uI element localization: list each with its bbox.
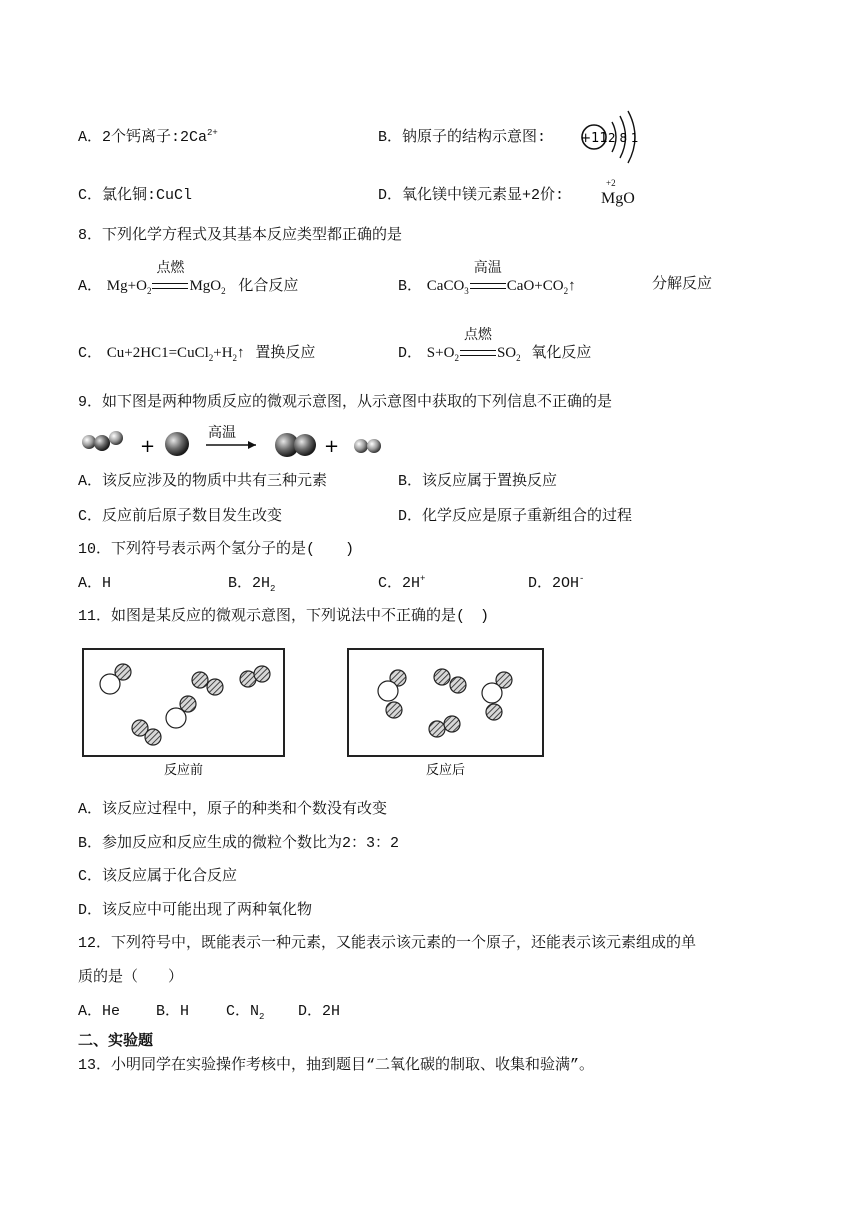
product-1-molecule — [275, 433, 316, 457]
q8-option-c: C． $Cu+2HC1=CuCl_2+H_2↑$ 置换反应 — [78, 345, 316, 363]
reactant-2-atom — [165, 432, 189, 456]
condition-ignite: 点燃 — [463, 327, 492, 343]
plus-sign: + — [140, 436, 156, 457]
q10-option-a: A．H — [78, 575, 112, 592]
q12-stem-line2: 质的是（ ） — [78, 969, 184, 986]
q7-option-c: C．氯化铜:CuCl — [78, 187, 193, 204]
q9-stem: 9．如下图是两种物质反应的微观示意图，从示意图中获取的下列信息不正确的是 — [78, 394, 613, 411]
after-label: 反应后 — [426, 763, 466, 778]
q12-option-a: A．He — [78, 1003, 121, 1020]
q8-option-b-type: 分解反应 — [652, 276, 713, 293]
product-2-molecule — [354, 439, 381, 453]
q11-option-b: B．参加反应和反应生成的微粒个数比为2：3：2 — [78, 835, 400, 852]
arrow-head — [248, 441, 256, 449]
q13-stem: 13．小明同学在实验操作考核中，抽到题目“二氧化碳的制取、收集和验满”。 — [78, 1057, 595, 1074]
q8-option-a: A． $Mg+O_2$ 点燃 MgO$_2$ 化合反应 — [78, 260, 299, 296]
nucleus-charge: +11 — [580, 131, 608, 146]
q8-option-d: D． $S+O_2$ 点燃 $SO_2$ 氧化反应 — [398, 327, 592, 363]
q10-option-d: D．2OH- — [528, 574, 585, 592]
sodium-atom-diagram — [576, 108, 646, 164]
q10-option-b: B．$2H_2$ — [228, 575, 276, 594]
reaction-condition: 高温 — [208, 425, 236, 441]
q9-option-c: C．反应前后原子数目发生改变 — [78, 508, 283, 525]
q12-option-d: D．2H — [298, 1003, 341, 1020]
q9-option-a: A．该反应涉及的物质中共有三种元素 — [78, 473, 328, 490]
q9-option-b: B．该反应属于置换反应 — [398, 473, 558, 490]
condition-high-temp: 高温 — [473, 260, 502, 276]
q11-option-d: D．该反应中可能出现了两种氧化物 — [78, 902, 313, 919]
before-label: 反应前 — [164, 763, 204, 778]
mgo-formula: MgO — [601, 190, 635, 207]
q12-stem-line1: 12．下列符号中，既能表示一种元素，又能表示该元素的一个原子，还能表示该元素组成的单 — [78, 935, 697, 952]
q10-option-c: C．2H+ — [378, 574, 426, 592]
q12-option-b: B．H — [156, 1003, 190, 1020]
condition-ignite: 点燃 — [156, 260, 185, 276]
reactant-1-molecule — [82, 431, 123, 451]
q12-option-c: C．$N_2$ — [226, 1003, 265, 1022]
mgo-valence: +2 — [606, 178, 616, 188]
q9-option-d: D．化学反应是原子重新组合的过程 — [398, 508, 633, 525]
q11-stem: 11．如图是某反应的微观示意图，下列说法中不正确的是( ) — [78, 608, 490, 625]
section-heading: 二、实验题 — [78, 1031, 154, 1049]
shell-counts: 2 8 1 — [608, 131, 639, 145]
q11-option-a: A．该反应过程中，原子的种类和个数没有改变 — [78, 801, 388, 818]
q9-micro-diagram — [78, 420, 398, 470]
q8-option-b: B． CaCO$_3$ 高温 $CaO+CO_2↑$ — [398, 260, 576, 296]
plus-sign: + — [324, 436, 340, 457]
q11-option-c: C．该反应属于化合反应 — [78, 868, 238, 885]
after-box — [348, 649, 543, 756]
q7-option-d: D．氧化镁中镁元素显+2价: — [378, 187, 565, 204]
q7-option-a: A．2个钙离子$:2Ca^{2+}$ — [78, 128, 218, 146]
q10-stem: 10．下列符号表示两个氢分子的是( ) — [78, 541, 355, 558]
q11-micro-diagram — [80, 640, 550, 785]
q7-option-b: B．钠原子的结构示意图: — [378, 129, 547, 146]
q8-stem: 8．下列化学方程式及其基本反应类型都正确的是 — [78, 227, 403, 244]
